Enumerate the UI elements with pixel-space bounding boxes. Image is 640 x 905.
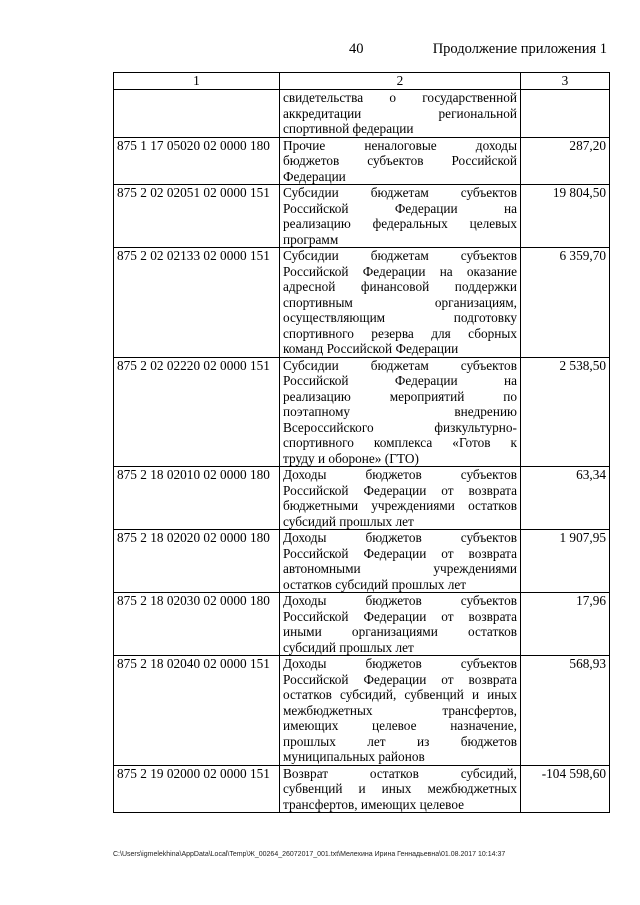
description-line: Возврат остатков субсидий, (283, 765, 517, 781)
description-line: Доходы бюджетов субъектов (283, 593, 517, 608)
description-line: труду и обороне» (ГТО) (283, 450, 419, 466)
description-cell (280, 90, 521, 138)
description-line: свидетельства о государственной (283, 90, 517, 105)
description-line: прошлых лет из бюджетов (283, 733, 517, 749)
amount-cell: 19 804,50 (521, 185, 610, 248)
amount-cell: -104 598,60 (521, 765, 610, 813)
description-cell (280, 765, 521, 813)
description-line: поэтапному внедрению (283, 404, 517, 419)
column-header-2: 2 (280, 73, 521, 90)
table-row (114, 357, 610, 467)
description-line: бюджетов субъектов Российской (283, 153, 517, 168)
description-line: субсидий прошлых лет (283, 639, 414, 655)
amount-cell: 2 538,50 (521, 357, 610, 467)
description-line: субвенций и иных межбюджетных (283, 781, 517, 796)
description-line: команд Российской Федерации (283, 341, 459, 356)
description-line: аккредитации региональной (283, 105, 517, 121)
description-line: Доходы бюджетов субъектов (283, 467, 517, 482)
description-line: адресной финансовой поддержки (283, 279, 517, 294)
table-row (114, 593, 610, 656)
table-body (114, 90, 610, 813)
budget-code-cell: 875 2 18 02030 02 0000 180 (114, 593, 280, 656)
amount-cell: 17,96 (521, 593, 610, 656)
description-line: Субсидии бюджетам субъектов (283, 248, 517, 263)
page-number: 40 (349, 41, 364, 57)
description-line: Прочие неналоговые доходы (283, 137, 517, 153)
description-line: Доходы бюджетов субъектов (283, 656, 517, 671)
budget-code-cell (114, 90, 280, 138)
file-path-footer: C:\Users\igmelekhina\AppData\Local\Temp\Ж_00264_26072017_001.txt\Мелехина Ирина Геннадьевна\01.08.2017 10:14:37 (113, 851, 506, 858)
budget-code-cell: 875 2 02 02220 02 0000 151 (114, 357, 280, 467)
table-row (114, 656, 610, 766)
description-line: Российской Федерации от возврата (283, 482, 517, 498)
description-line: муниципальных районов (283, 749, 425, 764)
description-line: реализацию мероприятий по (283, 388, 517, 404)
description-line: остатков субсидий прошлых лет (283, 576, 467, 592)
description-line: Субсидии бюджетам субъектов (283, 357, 517, 373)
column-header-3: 3 (521, 73, 610, 90)
amount-cell: 1 907,95 (521, 530, 610, 593)
description-line: Российской Федерации на оказание (283, 263, 517, 279)
table-row (114, 765, 610, 813)
budget-code-cell: 875 2 18 02040 02 0000 151 (114, 656, 280, 766)
description-cell (280, 467, 521, 530)
description-cell (280, 357, 521, 467)
description-cell (280, 248, 521, 358)
description-line: реализацию федеральных целевых (283, 216, 517, 231)
description-line: трансфертов, имеющих целевое (283, 796, 465, 812)
description-line: межбюджетных трансфертов, (283, 702, 517, 718)
table-row (114, 137, 610, 185)
amount-cell: 6 359,70 (521, 248, 610, 358)
budget-code-cell: 875 2 19 02000 02 0000 151 (114, 765, 280, 813)
description-cell (280, 656, 521, 766)
table-header-row (114, 73, 610, 90)
budget-code-cell: 875 2 02 02051 02 0000 151 (114, 185, 280, 248)
description-line: остатков субсидий, субвенций и иных (283, 687, 517, 702)
description-line: спортивной федерации (283, 121, 414, 136)
table-row (114, 248, 610, 358)
description-line: Российской Федерации от возврата (283, 671, 517, 687)
amount-cell (521, 90, 610, 138)
description-cell (280, 137, 521, 185)
description-line: субсидий прошлых лет (283, 513, 414, 529)
budget-code-cell: 875 2 18 02020 02 0000 180 (114, 530, 280, 593)
description-line: Федерации (283, 168, 346, 184)
budget-code-cell: 875 2 18 02010 02 0000 180 (114, 467, 280, 530)
table-row (114, 90, 610, 138)
table-row (114, 530, 610, 593)
continuation-caption: Продолжение приложения 1 (432, 41, 607, 57)
description-line: Российской Федерации от возврата (283, 545, 517, 561)
description-line: Доходы бюджетов субъектов (283, 530, 517, 545)
description-line: спортивного резерва для сборных (283, 325, 517, 341)
description-cell (280, 593, 521, 656)
description-line: иными организациями остатков (283, 624, 517, 639)
description-line: спортивного комплекса «Готов к (283, 435, 517, 450)
description-line: Российской Федерации на (283, 373, 517, 388)
budget-code-cell: 875 2 02 02133 02 0000 151 (114, 248, 280, 358)
amount-cell: 63,34 (521, 467, 610, 530)
description-line: автономными учреждениями (283, 561, 517, 576)
description-line: спортивным организациям, (283, 294, 517, 310)
description-line: осуществляющим подготовку (283, 310, 517, 325)
amount-cell: 287,20 (521, 137, 610, 185)
amount-cell: 568,93 (521, 656, 610, 766)
column-header-1: 1 (114, 73, 280, 90)
description-cell (280, 185, 521, 248)
table-row (114, 185, 610, 248)
description-line: бюджетными учреждениями остатков (283, 498, 517, 513)
description-line: Субсидии бюджетам субъектов (283, 185, 517, 200)
description-line: Российской Федерации на (283, 200, 517, 216)
budget-code-cell: 875 1 17 05020 02 0000 180 (114, 137, 280, 185)
description-line: Всероссийского физкультурно- (283, 419, 517, 435)
table-row (114, 467, 610, 530)
description-line: Российской Федерации от возврата (283, 608, 517, 624)
description-line: программ (283, 231, 339, 247)
revenue-table (113, 72, 610, 813)
description-line: имеющих целевое назначение, (283, 718, 517, 733)
description-cell (280, 530, 521, 593)
